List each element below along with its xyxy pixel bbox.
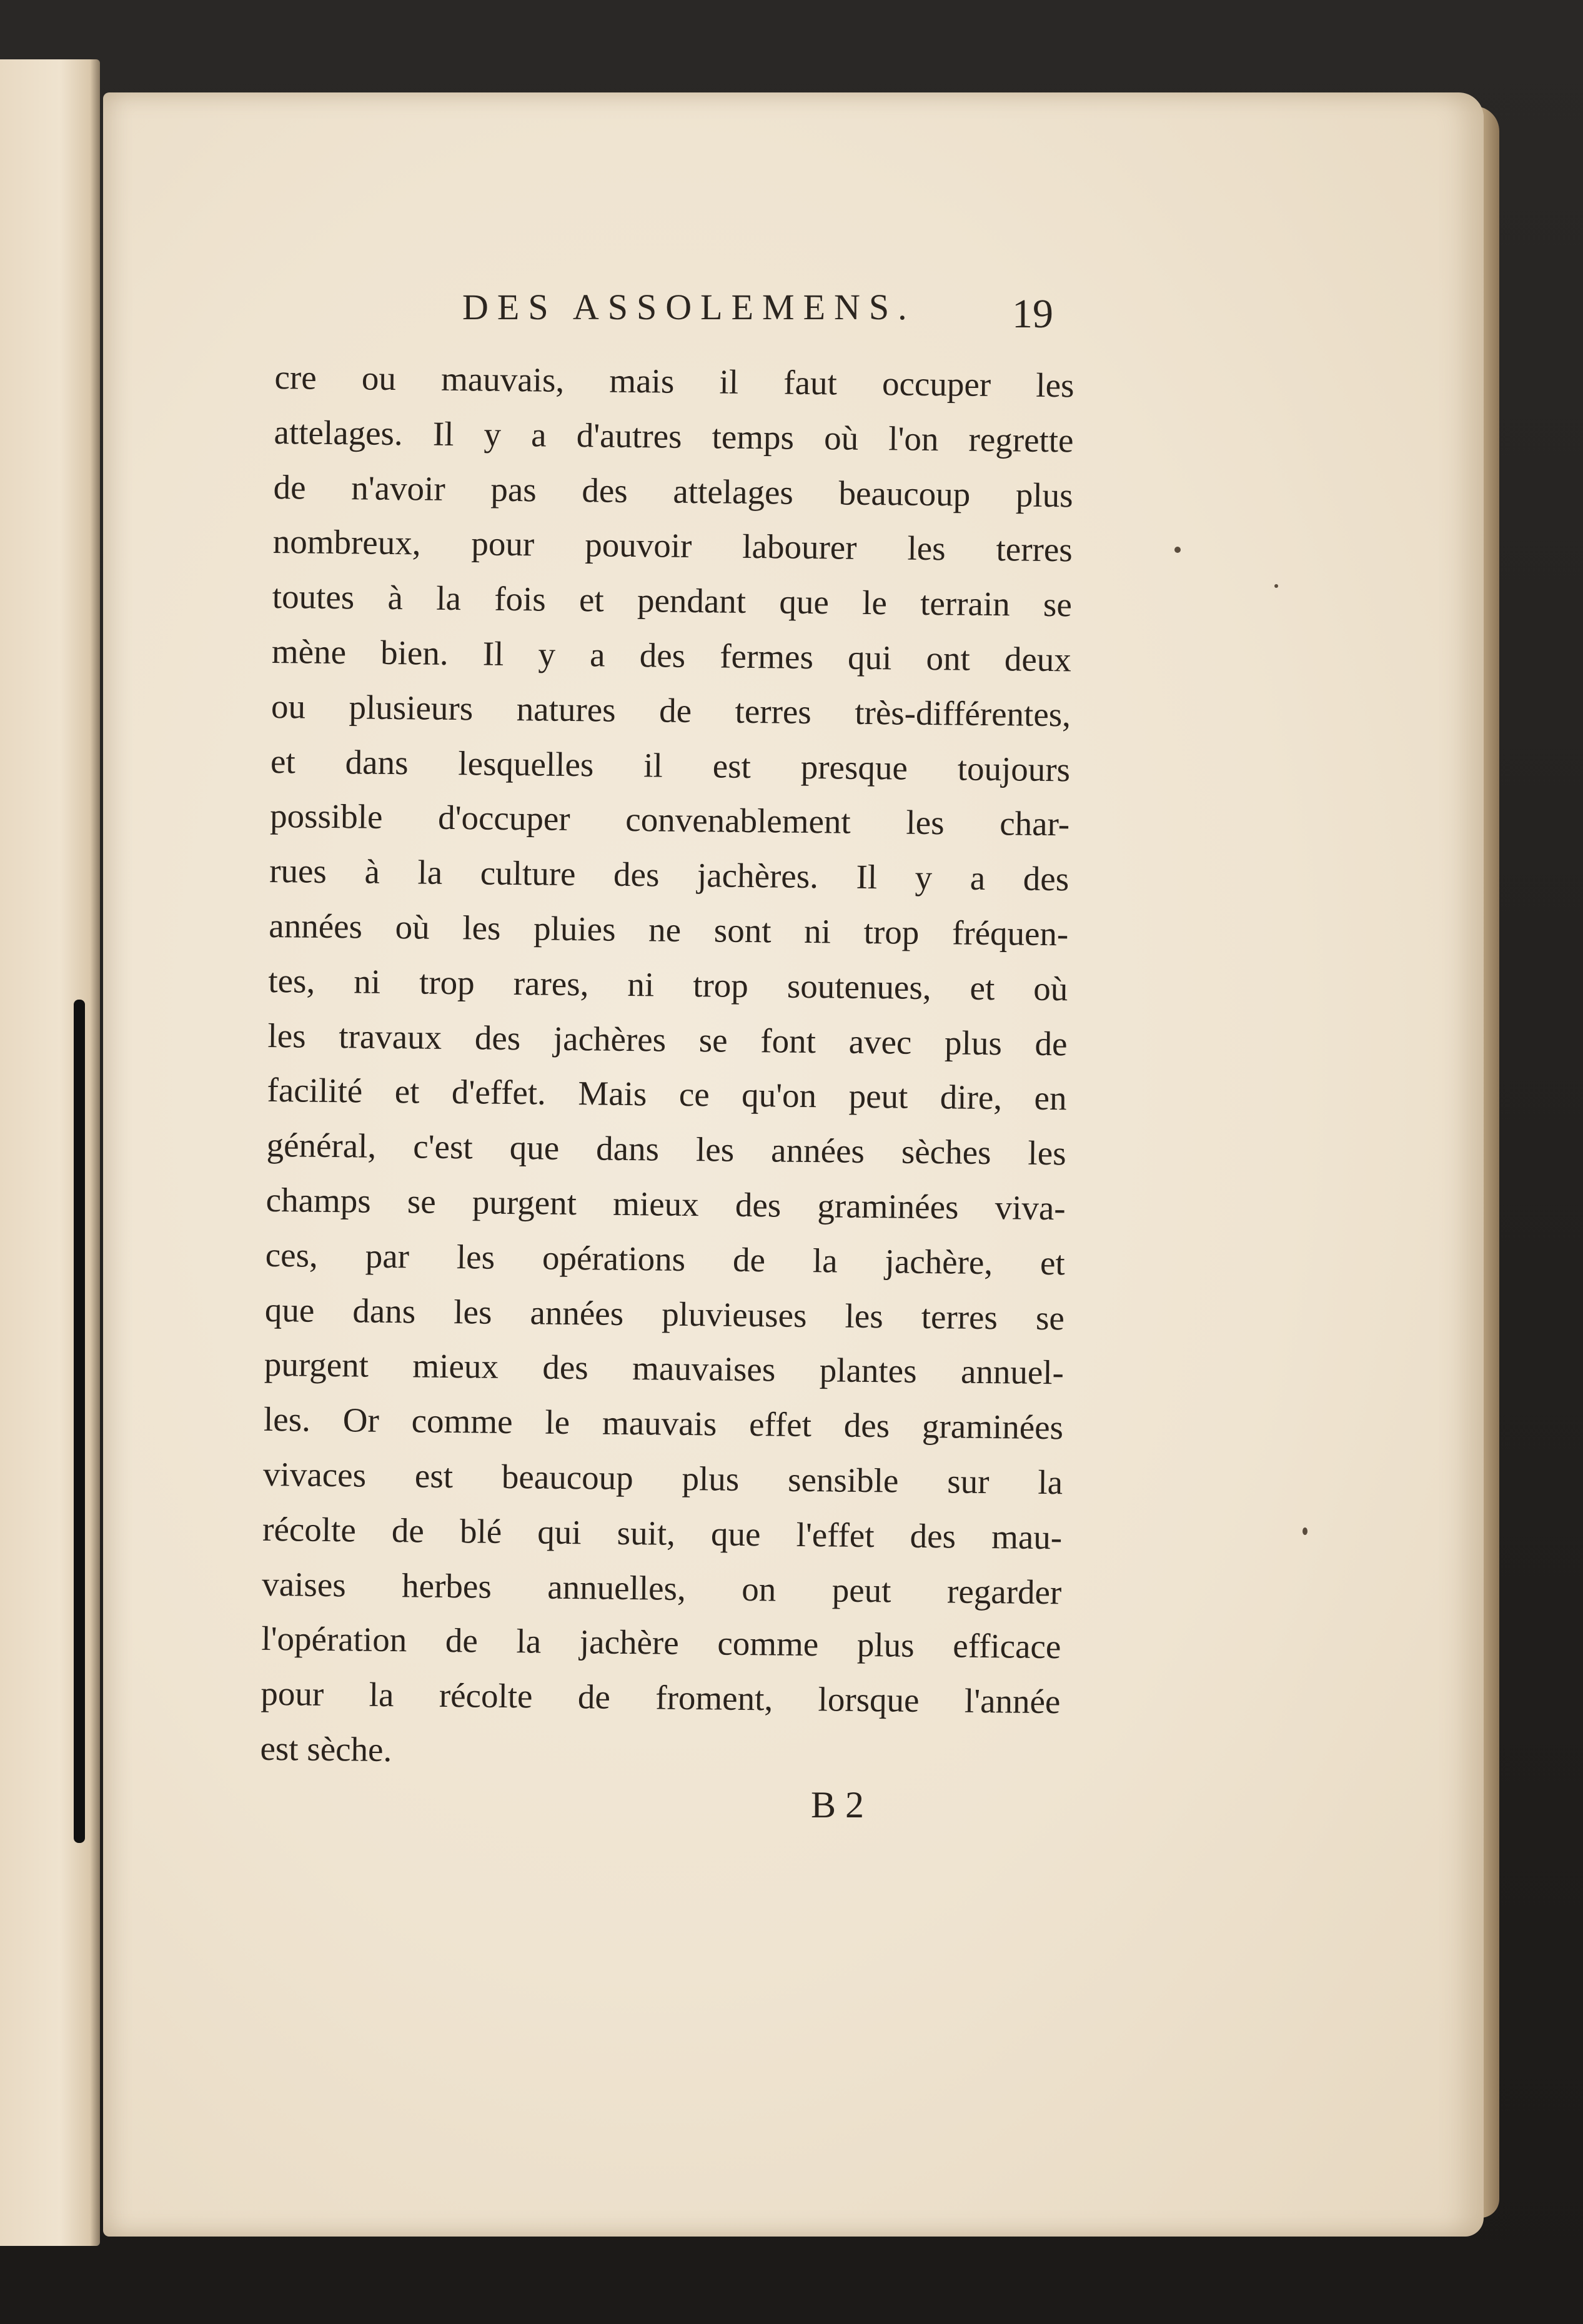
running-head: DES ASSOLEMENS.: [462, 287, 916, 327]
text-line: l'opération de la jachère comme plus efficace: [261, 1619, 1061, 1666]
text-line: ou plusieurs natures de terres très-différentes,: [270, 687, 1071, 734]
signature-mark: B 2: [811, 1784, 865, 1825]
text-line: cre ou mauvais, mais il faut occuper les: [274, 357, 1074, 405]
text-line: toutes à la fois et pendant que le terrain se: [272, 577, 1073, 624]
text-line: champs se purgent mieux des graminées viva-: [265, 1180, 1066, 1228]
facing-page-edge: [0, 59, 100, 2246]
text-line: tes, ni trop rares, ni trop soutenues, et où: [268, 961, 1068, 1008]
body-text: [260, 350, 1074, 1784]
text-line: rues à la culture des jachères. Il y a des: [269, 852, 1069, 898]
text-line: années où les pluies ne sont ni trop fréquen-: [269, 906, 1069, 953]
text-line: les. Or comme le mauvais effet des graminées: [263, 1400, 1064, 1447]
text-line: possible d'occuper convenablement les char-: [269, 797, 1070, 843]
text-line: pour la récolte de froment, lorsque l'année: [261, 1674, 1061, 1721]
text-line: mène bien. Il y a des fermes qui ont deux: [271, 632, 1072, 679]
binding-gutter: [74, 1000, 85, 1843]
text-line: récolte de blé qui suit, que l'effet des mau-: [262, 1509, 1063, 1557]
text-line: ces, par les opérations de la jachère, et: [265, 1235, 1066, 1283]
text-line: général, c'est que dans les années sèches les: [266, 1126, 1066, 1173]
text-line: que dans les années pluvieuses les terres se: [264, 1290, 1065, 1337]
text-line: nombreux, pour pouvoir labourer les terres: [272, 522, 1073, 569]
paper-speck: [1174, 547, 1181, 553]
paper-speck: [1274, 584, 1278, 588]
text-line: purgent mieux des mauvaises plantes annuel-: [264, 1345, 1064, 1392]
text-line: et dans lesquelles il est presque toujours: [270, 742, 1071, 788]
text-line: vaises herbes annuelles, on peut regarder: [261, 1564, 1062, 1611]
text-line: facilité et d'effet. Mais ce qu'on peut dire, en: [267, 1071, 1067, 1118]
text-line: attelages. Il y a d'autres temps où l'on regrette: [274, 412, 1074, 460]
text-line: vivaces est beaucoup plus sensible sur la: [262, 1454, 1063, 1502]
text-line: les travaux des jachères se font avec plus de: [267, 1016, 1068, 1063]
paper-speck: [1303, 1527, 1308, 1535]
text-line: est sèche.: [260, 1729, 392, 1769]
text-line: de n'avoir pas des attelages beaucoup plus: [273, 467, 1073, 514]
page-number: 19: [1012, 291, 1053, 337]
